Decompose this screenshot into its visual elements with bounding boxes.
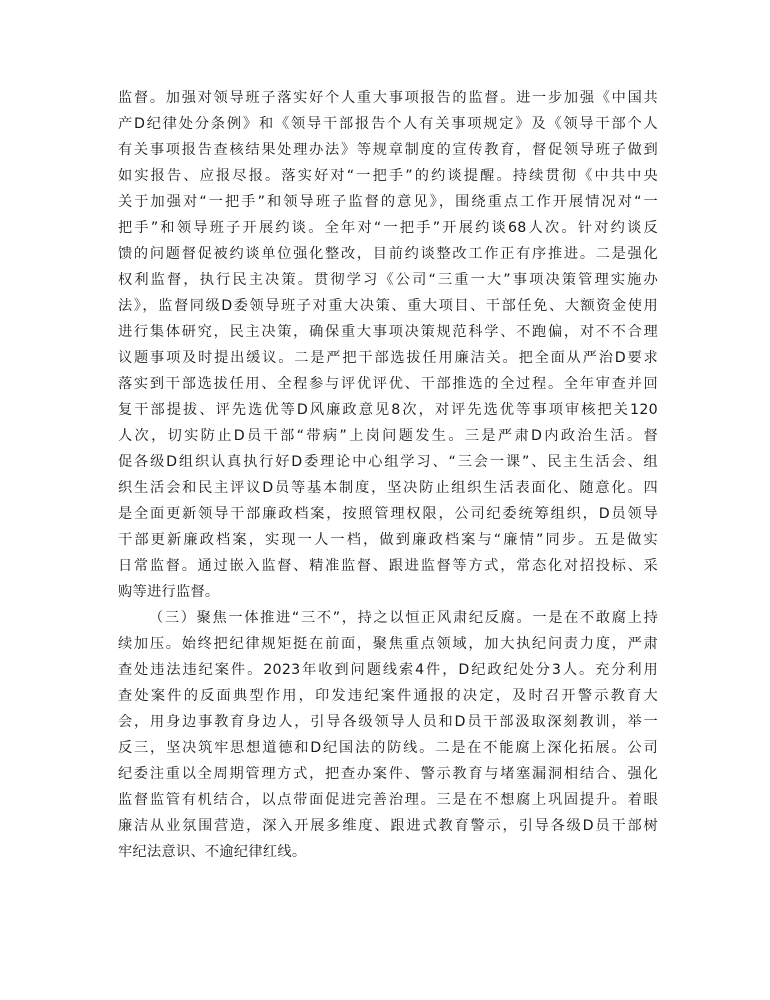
text-line: 廉洁从业氛围营造，深入开展多维度、跟进式教育警示，引导各级D员干部树 [118, 818, 658, 834]
text-line: 反三，坚决筑牢思想道德和D纪国法的防线。二是在不能腐上深化拓展。公司 [118, 740, 658, 756]
text-line: 如实报告、应报尽报。落实好对“一把手”的约谈提醒。持续贯彻《中共中央 [118, 168, 658, 184]
text-line: 干部更新廉政档案，实现一人一档，做到廉政档案与“廉情”同步。五是做实 [118, 532, 658, 548]
text-line: 馈的问题督促被约谈单位强化整改，目前约谈整改工作正有序推进。二是强化 [118, 246, 658, 262]
text-line: 监督。加强对领导班子落实好个人重大事项报告的监督。进一步加强《中国共 [118, 90, 658, 106]
text-line: 纪委注重以全周期管理方式，把查办案件、警示教育与堵塞漏洞相结合、强化 [118, 766, 658, 782]
text-line: 法》，监督同级D委领导班子对重大决策、重大项目、干部任免、大额资金使用 [118, 298, 658, 314]
text-line: 是全面更新领导干部廉政档案，按照管理权限，公司纪委统筹组织，D员领导 [118, 506, 658, 522]
document-body [118, 85, 658, 865]
text-line: 人次，切实防止D员干部“带病”上岗问题发生。三是严肃D内政治生活。督 [118, 428, 658, 444]
text-line: 关于加强对“一把手”和领导班子监督的意见》，围绕重点工作开展情况对“一 [118, 194, 658, 210]
text-line: 促各级D组织认真执行好D委理论中心组学习、“三会一课”、民主生活会、组 [118, 454, 658, 470]
text-line: 议题事项及时提出缓议。二是严把干部选拔任用廉洁关。把全面从严治D要求 [118, 350, 658, 366]
text-line: 续加压。始终把纪律规矩挺在前面，聚焦重点领域，加大执纪问责力度，严肃 [118, 636, 658, 652]
text-line: 监督监管有机结合，以点带面促进完善治理。三是在不想腐上巩固提升。着眼 [118, 792, 658, 808]
text-line: 有关事项报告查核结果处理办法》等规章制度的宣传教育，督促领导班子做到 [118, 142, 658, 158]
text-line: 会，用身边事教育身边人，引导各级领导人员和D员干部汲取深刻教训，举一 [118, 714, 658, 730]
text-line: 落实到干部选拔任用、全程参与评优评优、干部推选的全过程。全年审查并回 [118, 376, 658, 392]
text-line: 织生活会和民主评议D员等基本制度，坚决防止组织生活表面化、随意化。四 [118, 480, 658, 496]
text-line: 日常监督。通过嵌入监督、精准监督、跟进监督等方式，常态化对招投标、采 [118, 558, 658, 574]
text-line: 产D纪律处分条例》和《领导干部报告个人有关事项规定》及《领导干部个人 [118, 116, 658, 132]
text-line: 权利监督，执行民主决策。贯彻学习《公司“三重一大”事项决策管理实施办 [118, 272, 658, 288]
text-line: 复干部提拔、评先选优等D风廉政意见8次，对评先选优等事项审核把关120 [118, 402, 658, 418]
text-line: 查处案件的反面典型作用，印发违纪案件通报的决定，及时召开警示教育大 [118, 688, 658, 704]
text-line: 进行集体研究，民主决策，确保重大事项决策规范科学、不跑偏，对不不合理 [118, 324, 658, 340]
text-line: 牢纪法意识、不逾纪律红线。 [118, 844, 307, 860]
text-line: 把手”和领导班子开展约谈。全年对“一把手”开展约谈68人次。针对约谈反 [118, 220, 658, 236]
text-line: 查处违法违纪案件。2023年收到问题线索4件，D纪政纪处分3人。充分利用 [118, 662, 658, 678]
text-line: （三）聚焦一体推进“三不”，持之以恒正风肃纪反腐。一是在不敢腐上持 [149, 610, 658, 626]
text-line: 购等进行监督。 [118, 584, 220, 600]
